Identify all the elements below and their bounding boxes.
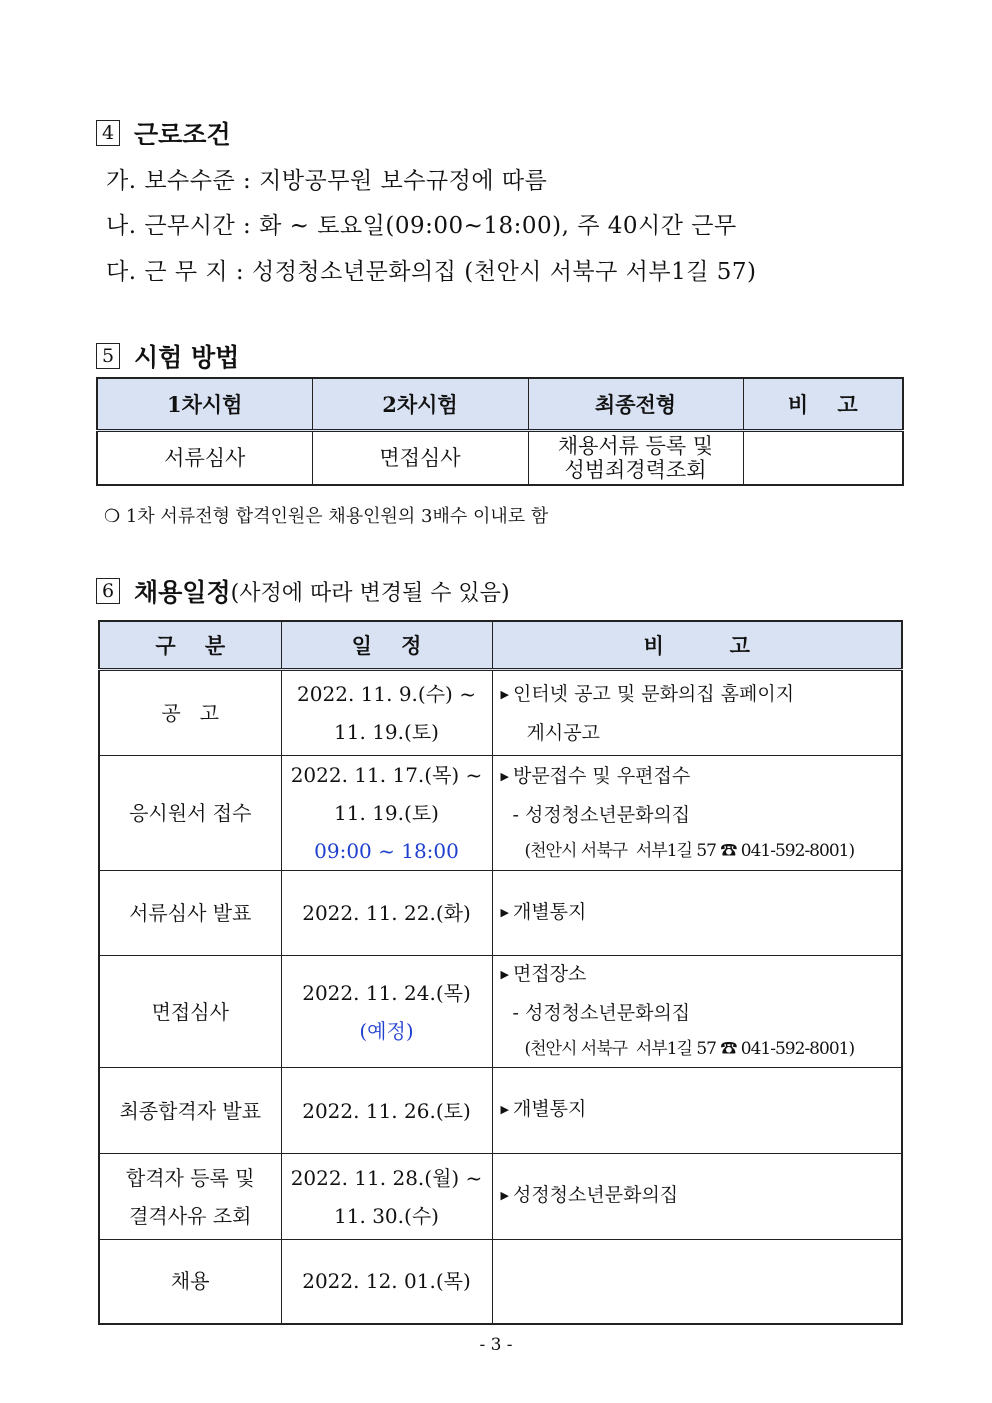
triangle-bullet-icon: ▶ [500,1103,509,1116]
schedule-date [281,1240,492,1324]
page-number: - 3 - [479,1335,513,1355]
schedule-note [492,1154,902,1240]
schedule-note [492,956,902,1068]
schedule-note [492,670,902,756]
note-line: - 성정청소년문화의집 [512,1002,691,1024]
table-cell: 서류심사 [97,431,312,486]
schedule-note [492,756,902,871]
note-line [501,1177,902,1216]
table-row [99,871,902,956]
schedule-label [99,1240,281,1324]
table-header: 2차시험 [312,378,528,431]
table-cell [743,431,903,486]
cell-line: 서류심사 발표 [129,901,252,925]
cell-line: 2022. 11. 22.(화) [302,901,471,925]
note-text: 개별통지 [512,1098,587,1120]
cell-line: 성범죄경력조회 [564,458,707,482]
cell-line: 채용서류 등록 및 [557,434,714,458]
cell-line: 2022. 11. 28.(월) ~ [290,1165,483,1190]
cell-line: 09:00 ~ 18:00 [314,839,459,863]
salary-line: 가. 보수수준 : 지방공무원 보수규정에 따름 [106,168,548,194]
schedule-label [99,670,281,756]
schedule-date [281,871,492,956]
cell-line: 공 고 [161,701,220,725]
note-line: 게시공고 [526,721,600,744]
note-text: 방문접수 및 우편접수 [512,764,691,787]
cell-line: 11. 30.(수) [334,1203,439,1228]
note-text: 개별통지 [512,900,587,923]
section-number-box: 5 [96,343,120,369]
section-4-title [96,115,231,151]
schedule-label [99,956,281,1068]
section-5-title [96,338,239,374]
table-row [99,1154,902,1240]
schedule-label [99,1154,281,1240]
schedule-date [281,1154,492,1240]
table-row [99,670,902,756]
table-header: 구 분 [99,621,281,670]
note-line [501,758,902,797]
cell-line: 면접심사 [151,999,229,1024]
table-header: 비 고 [743,378,903,431]
schedule-note [492,1240,902,1324]
section-title-text: 채용일정 [134,578,231,607]
schedule-date [281,1068,492,1154]
cell-line: (예정) [359,1018,414,1043]
work-hours-line: 나. 근무시간 : 화 ~ 토요일(09:00~18:00), 주 40시간 근무 [106,213,737,239]
cell-line: 2022. 12. 01.(목) [302,1269,471,1294]
cell-line: 2022. 11. 17.(목) ~ [290,763,483,787]
section-title-text: 근로조건 [134,120,231,149]
cell-line: 채용 [170,1269,210,1294]
section-number-box: 6 [96,578,120,604]
table-header: 최종전형 [528,378,743,431]
note-line: - 성정청소년문화의집 [512,803,691,826]
cell-line: 11. 19.(토) [334,720,439,744]
table-cell [528,431,743,486]
table-row [99,756,902,871]
cell-line: 합격자 등록 및 [125,1165,255,1190]
exam-note: ❍ 1차 서류전형 합격인원은 채용인원의 3배수 이내로 함 [104,506,549,527]
note-line [501,676,902,715]
note-line: (천안시 서북구 서부1길 57 ☎ 041-592-8001) [524,1039,855,1059]
schedule-label [99,756,281,871]
table-header: 비 고 [492,621,902,670]
schedule-table [98,620,903,1325]
table-header: 1차시험 [97,378,312,431]
note-text: 성정청소년문화의집 [512,1184,679,1206]
table-header: 일 정 [281,621,492,670]
workplace-line: 다. 근 무 지 : 성정청소년문화의집 (천안시 서북구 서부1길 57) [106,259,757,285]
cell-line: 11. 19.(토) [334,801,439,825]
triangle-bullet-icon: ▶ [500,769,509,783]
table-cell: 면접심사 [312,431,528,486]
note-text: 인터넷 공고 및 문화의집 홈페이지 [512,682,795,705]
cell-line: 2022. 11. 24.(목) [302,980,471,1005]
note-line: (천안시 서북구 서부1길 57 ☎ 041-592-8001) [524,840,855,861]
cell-line: 결격사유 조회 [129,1203,252,1228]
section-title-text: 시험 방법 [134,343,240,372]
table-row [99,956,902,1068]
section-6-title [96,573,510,609]
triangle-bullet-icon: ▶ [500,905,509,919]
schedule-date [281,956,492,1068]
note-line [501,1091,902,1130]
cell-line: 응시원서 접수 [129,801,252,825]
triangle-bullet-icon: ▶ [500,1189,509,1202]
schedule-date [281,756,492,871]
schedule-label [99,1068,281,1154]
section-subtitle: (사정에 따라 변경될 수 있음) [230,580,510,606]
note-line [501,956,902,995]
schedule-note [492,1068,902,1154]
schedule-date [281,670,492,756]
cell-line: 2022. 11. 9.(수) ~ [297,682,476,706]
section-number-box: 4 [96,120,120,146]
schedule-label [99,871,281,956]
triangle-bullet-icon: ▶ [500,968,509,981]
table-row [99,1068,902,1154]
triangle-bullet-icon: ▶ [500,687,509,701]
cell-line: 2022. 11. 26.(토) [302,1098,471,1123]
note-text: 면접장소 [512,963,587,985]
table-row [99,1240,902,1324]
exam-method-table [96,377,904,486]
cell-line: 최종합격자 발표 [119,1098,262,1123]
note-line [501,894,902,933]
schedule-note [492,871,902,956]
